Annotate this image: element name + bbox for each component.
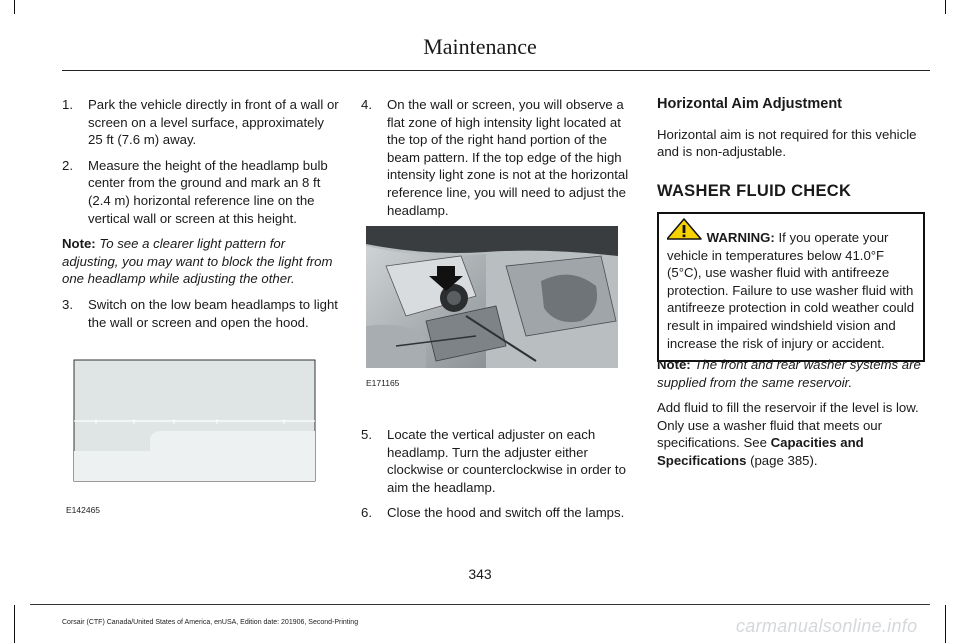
column-2-continued [361,426,633,522]
step-number: 6. [361,505,372,521]
note [62,235,340,288]
column-3 [657,96,927,220]
note-label: Note: [62,236,96,252]
edition-info: Corsair (CTF) Canada/United States of America, enUSA, Edition date: 201906, Second-Printing [62,619,359,626]
crop-mark [14,605,15,643]
horizontal-aim-text: Horizontal aim is not required for this vehicle and is non-adjustable. [657,126,917,160]
note-text: The front and rear washer systems are supplied from the same reservoir. [657,357,921,390]
step-number: 5. [361,427,372,442]
step-number: 1. [62,97,73,112]
note-label: Note: [657,357,691,372]
figure-aim-screen [62,347,332,495]
note-text: To see a clearer light pattern for adjusting, you may want to block the light from one headlamp while adjusting the other. [62,236,333,287]
footer-rule [30,604,930,605]
header-rule [62,70,930,71]
step-text: Locate the vertical adjuster on each headlamp. Turn the adjuster either clockwise or counterclockwise in order to aim the headlamp. [387,427,626,495]
step-text: Close the hood and switch off the lamps. [387,505,625,521]
figure-code: E171165 [366,378,400,388]
figure-headlamp-adjuster [366,226,618,368]
warning-content [667,222,917,352]
crop-mark [14,0,15,14]
crop-mark [945,605,946,643]
step-number: 4. [361,97,372,112]
column-2 [361,96,631,219]
warning-label: WARNING: [706,230,775,245]
step-2 [62,157,340,227]
aim-screen-illustration [62,347,332,495]
warning-text: If you operate your vehicle in temperatures below 41.0°F (5°C), use washer fluid with antifreeze protection. Failure to use washer fluid with antifreeze protection in cold weather could result in impaired windshield vision and increase the risk of injury or accident. [667,230,915,351]
step-6 [361,504,633,522]
column-1 [62,96,340,331]
step-3 [62,296,340,331]
step-number: 2. [62,157,73,173]
warning-icon [667,222,703,240]
step-4 [361,96,631,219]
crop-mark [945,0,946,14]
warning-box [657,212,925,362]
step-text: Measure the height of the headlamp bulb center from the ground and mark an 8 ft (2.4 m) horizontal reference line on the vertical wall or screen at this height. [88,157,328,226]
headlamp-adjuster-illustration [366,226,618,368]
step-text: Switch on the low beam headlamps to light the wall or screen and open the hood. [88,296,338,330]
figure-code: E142465 [66,505,101,515]
washer-fluid-paragraph: Add fluid to fill the reservoir if the level is low. Only use a washer fluid that meets our specifications. See Capacities and Specifications (page 385). [657,400,919,468]
subheading-horizontal-aim: Horizontal Aim Adjustment [657,96,843,112]
step-5 [361,426,633,496]
cross-reference-link[interactable]: Capacities and Specifications [657,435,864,468]
note [657,356,927,391]
watermark: carmanualsonline.info [736,616,918,636]
column-3-lower [657,356,927,470]
page-number: 343 [468,566,492,582]
step-text: Park the vehicle directly in front of a wall or screen on a level surface, approximately 25 ft (7.6 m) away. [88,97,339,148]
page-title: Maintenance [423,34,537,59]
step-1 [62,96,340,149]
step-text: On the wall or screen, you will observe a flat zone of high intensity light located at the top of the right hand portion of the beam pattern. If the top edge of the high intensity light zone is not at the horizontal reference line, you will need to adjust the headlamp. [387,97,629,218]
step-number: 3. [62,296,73,312]
section-heading-washer-fluid: WASHER FLUID CHECK [657,181,852,200]
